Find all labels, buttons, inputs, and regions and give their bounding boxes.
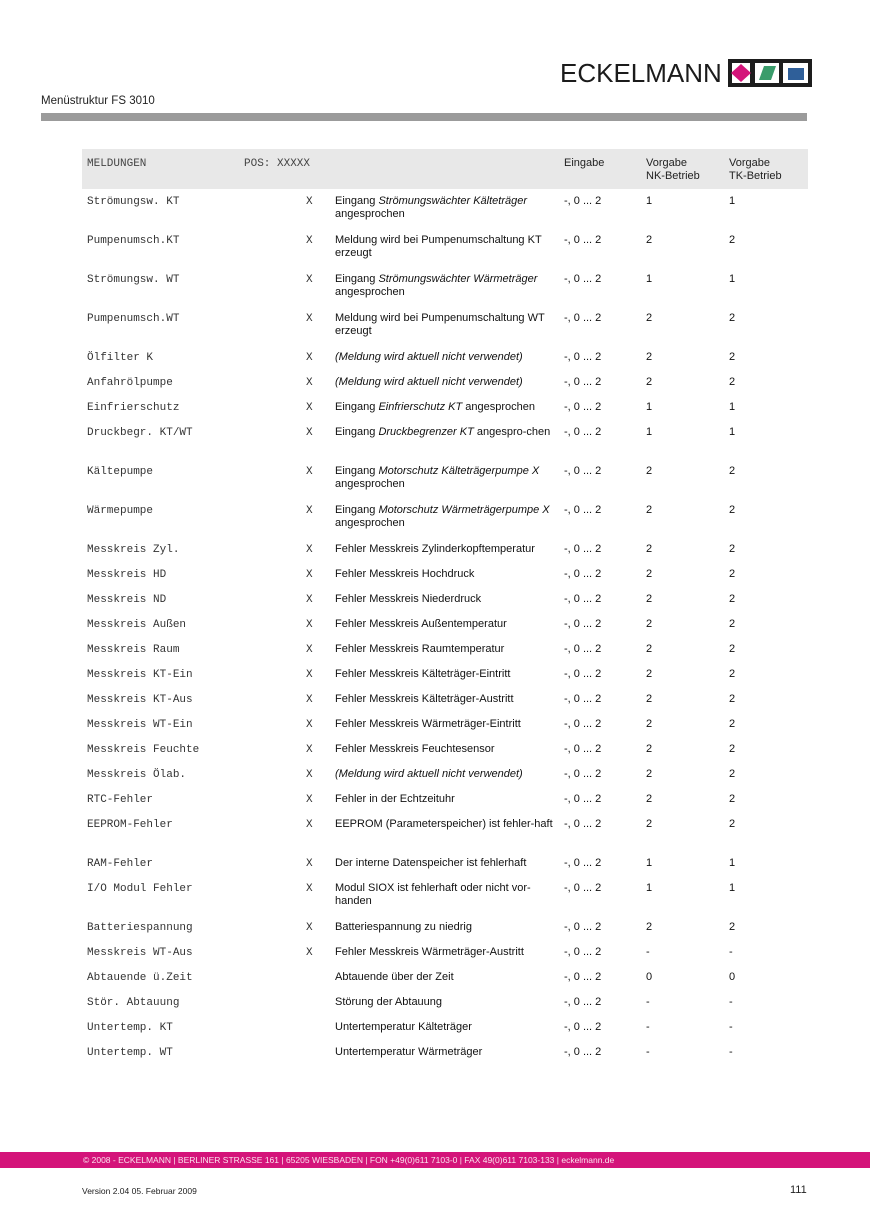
pos-marker: X	[306, 274, 313, 286]
tk-value: 1	[729, 401, 736, 413]
table-row	[82, 718, 808, 743]
nk-value: -	[646, 946, 650, 958]
message-name: Messkreis Ölab.	[87, 769, 187, 781]
description-segment: Meldung wird bei Pumpenumschaltung WT erzeugt	[335, 312, 545, 337]
pos-marker: X	[306, 883, 313, 895]
eingabe-value: -, 0 ... 2	[564, 465, 602, 477]
nk-value: 2	[646, 693, 653, 705]
description-segment: Batteriespannung zu niedrig	[335, 921, 472, 933]
description-segment: Motorschutz Kälteträgerpumpe X	[378, 465, 540, 477]
table-header	[82, 149, 808, 189]
description-segment: Motorschutz Wärmeträgerpumpe X	[378, 504, 550, 516]
message-description	[335, 693, 557, 706]
eingabe-value: -, 0 ... 2	[564, 693, 602, 705]
pos-marker: X	[306, 619, 313, 631]
message-name: RTC-Fehler	[87, 794, 154, 806]
eingabe-value: -, 0 ... 2	[564, 273, 602, 285]
tk-value: 1	[729, 882, 736, 894]
tk-value: 2	[729, 234, 736, 246]
table-row	[82, 743, 808, 768]
message-description	[335, 921, 557, 934]
tk-value: 2	[729, 568, 736, 580]
message-description	[335, 543, 557, 556]
table-row	[82, 1021, 808, 1046]
message-description	[335, 401, 557, 414]
pos-marker: X	[306, 466, 313, 478]
eingabe-value: -, 0 ... 2	[564, 593, 602, 605]
tk-value: 2	[729, 668, 736, 680]
message-name: Messkreis HD	[87, 569, 167, 581]
message-name: Messkreis WT-Ein	[87, 719, 193, 731]
column-header-eingabe: Eingabe	[564, 157, 605, 169]
tk-value: 2	[729, 376, 736, 388]
column-header-tk	[729, 157, 782, 183]
nk-value: 2	[646, 793, 653, 805]
tk-value: 2	[729, 693, 736, 705]
tk-value: -	[729, 1046, 733, 1058]
tk-value: 2	[729, 768, 736, 780]
nk-value: 2	[646, 543, 653, 555]
pos-marker: X	[306, 402, 313, 414]
column-header-pos: POS: XXXXX	[244, 158, 311, 170]
tk-value: 2	[729, 743, 736, 755]
table-row	[82, 946, 808, 971]
column-header-nk	[646, 157, 700, 183]
message-name: Messkreis ND	[87, 594, 167, 606]
message-description	[335, 768, 557, 781]
table-row	[82, 351, 808, 376]
table-row	[82, 996, 808, 1021]
pos-marker: X	[306, 922, 313, 934]
tk-value: 2	[729, 543, 736, 555]
pos-marker: X	[306, 858, 313, 870]
footer-copyright: © 2008 - ECKELMANN | BERLINER STRASSE 161 | 65205 WIESBADEN | FON +49(0)611 7103-0 | FAX 49(0)611 7103-133 | eckelmann.de	[83, 1155, 615, 1165]
message-description	[335, 465, 557, 491]
message-name: Messkreis KT-Ein	[87, 669, 193, 681]
table-row	[82, 768, 808, 793]
column-header-nk-line1: Vorgabe	[646, 157, 687, 169]
tk-value: 1	[729, 426, 736, 438]
nk-value: -	[646, 1021, 650, 1033]
tk-value: 2	[729, 465, 736, 477]
nk-value: 2	[646, 351, 653, 363]
eingabe-value: -, 0 ... 2	[564, 618, 602, 630]
tk-value: 2	[729, 351, 736, 363]
message-name: Messkreis KT-Aus	[87, 694, 193, 706]
description-segment: Fehler Messkreis Kälteträger-Austritt	[335, 693, 514, 705]
eingabe-value: -, 0 ... 2	[564, 376, 602, 388]
description-segment: Fehler Messkreis Zylinderkopftemperatur	[335, 543, 535, 555]
eingabe-value: -, 0 ... 2	[564, 996, 602, 1008]
table-row	[82, 543, 808, 568]
eingabe-value: -, 0 ... 2	[564, 643, 602, 655]
description-segment: Fehler Messkreis Raumtemperatur	[335, 643, 505, 655]
pos-marker: X	[306, 377, 313, 389]
description-segment: Fehler Messkreis Niederdruck	[335, 593, 482, 605]
pos-marker: X	[306, 352, 313, 364]
description-segment: Eingang	[335, 273, 379, 285]
pos-marker: X	[306, 694, 313, 706]
pos-marker: X	[306, 569, 313, 581]
description-segment: Eingang	[335, 465, 379, 477]
table-row	[82, 643, 808, 668]
message-description	[335, 1021, 557, 1034]
pos-marker: X	[306, 313, 313, 325]
message-name: Ölfilter K	[87, 352, 154, 364]
nk-value: 1	[646, 426, 653, 438]
eingabe-value: -, 0 ... 2	[564, 818, 602, 830]
eingabe-value: -, 0 ... 2	[564, 743, 602, 755]
description-segment: Fehler Messkreis Feuchtesensor	[335, 743, 495, 755]
table-row	[82, 465, 808, 504]
message-description	[335, 668, 557, 681]
message-description	[335, 273, 557, 299]
tk-value: 2	[729, 618, 736, 630]
message-name: RAM-Fehler	[87, 858, 154, 870]
message-description	[335, 195, 557, 221]
message-name: Batteriespannung	[87, 922, 193, 934]
pos-marker: X	[306, 235, 313, 247]
nk-value: 2	[646, 643, 653, 655]
tk-value: -	[729, 946, 733, 958]
nk-value: 2	[646, 818, 653, 830]
description-segment: Einfrierschutz KT	[378, 401, 463, 413]
message-description	[335, 718, 557, 731]
description-segment: Fehler Messkreis Hochdruck	[335, 568, 475, 580]
description-segment: angesprochen	[335, 208, 405, 220]
message-name: Stör. Abtauung	[87, 997, 180, 1009]
nk-value: 2	[646, 618, 653, 630]
message-name: Anfahrölpumpe	[87, 377, 173, 389]
nk-value: -	[646, 996, 650, 1008]
message-table	[82, 195, 808, 1071]
eingabe-value: -, 0 ... 2	[564, 568, 602, 580]
tk-value: 2	[729, 921, 736, 933]
table-row	[82, 693, 808, 718]
description-segment: Eingang	[335, 504, 379, 516]
table-row	[82, 882, 808, 921]
description-segment: Störung der Abtauung	[335, 996, 443, 1008]
nk-value: 1	[646, 857, 653, 869]
table-row	[82, 618, 808, 643]
message-description	[335, 643, 557, 656]
nk-value: 2	[646, 768, 653, 780]
nk-value: 1	[646, 401, 653, 413]
table-row	[82, 921, 808, 946]
nk-value: 0	[646, 971, 653, 983]
description-segment: Fehler Messkreis Wärmeträger-Eintritt	[335, 718, 521, 730]
document-title: Menüstruktur FS 3010	[41, 95, 155, 107]
tk-value: 2	[729, 312, 736, 324]
tk-value: 2	[729, 718, 736, 730]
table-row	[82, 426, 808, 465]
tk-value: 1	[729, 857, 736, 869]
description-segment: Druckbegrenzer KT	[378, 426, 474, 438]
eingabe-value: -, 0 ... 2	[564, 1021, 602, 1033]
table-row	[82, 793, 808, 818]
description-segment: (Meldung wird aktuell nicht verwendet)	[335, 768, 523, 780]
description-segment: Untertemperatur Wärmeträger	[335, 1046, 483, 1058]
description-segment: Eingang	[335, 426, 379, 438]
message-name: Pumpenumsch.KT	[87, 235, 180, 247]
eingabe-value: -, 0 ... 2	[564, 882, 602, 894]
message-name: Messkreis Zyl.	[87, 544, 180, 556]
message-name: Untertemp. WT	[87, 1047, 173, 1059]
description-segment: angesprochen	[335, 478, 405, 490]
description-segment: Fehler Messkreis Wärmeträger-Austritt	[335, 946, 524, 958]
message-name: I/O Modul Fehler	[87, 883, 193, 895]
eingabe-value: -, 0 ... 2	[564, 971, 602, 983]
eingabe-value: -, 0 ... 2	[564, 351, 602, 363]
message-description	[335, 593, 557, 606]
tk-value: 2	[729, 643, 736, 655]
message-description	[335, 426, 557, 439]
eingabe-value: -, 0 ... 2	[564, 543, 602, 555]
eingabe-value: -, 0 ... 2	[564, 312, 602, 324]
table-row	[82, 1046, 808, 1071]
pos-marker: X	[306, 744, 313, 756]
message-name: Messkreis WT-Aus	[87, 947, 193, 959]
pos-marker: X	[306, 769, 313, 781]
pos-marker: X	[306, 594, 313, 606]
description-segment: Strömungswächter Wärmeträger	[378, 273, 538, 285]
message-description	[335, 618, 557, 631]
column-header-tk-line1: Vorgabe	[729, 157, 770, 169]
eingabe-value: -, 0 ... 2	[564, 426, 602, 438]
eingabe-value: -, 0 ... 2	[564, 718, 602, 730]
table-row	[82, 568, 808, 593]
description-segment: angespro-chen	[473, 426, 551, 438]
pos-marker: X	[306, 544, 313, 556]
message-description	[335, 857, 557, 870]
column-header-meldungen: MELDUNGEN	[87, 158, 147, 170]
pos-marker: X	[306, 794, 313, 806]
column-header-nk-line2: NK-Betrieb	[646, 170, 700, 182]
message-name: Strömungsw. WT	[87, 274, 180, 286]
header-divider	[41, 113, 807, 121]
message-name: Abtauende ü.Zeit	[87, 972, 193, 984]
nk-value: 2	[646, 568, 653, 580]
message-name: Messkreis Feuchte	[87, 744, 200, 756]
tk-value: -	[729, 996, 733, 1008]
message-name: Einfrierschutz	[87, 402, 180, 414]
nk-value: 2	[646, 504, 653, 516]
message-description	[335, 818, 557, 831]
message-name: Kältepumpe	[87, 466, 154, 478]
table-row	[82, 312, 808, 351]
table-row	[82, 857, 808, 882]
tk-value: 1	[729, 195, 736, 207]
tk-value: -	[729, 1021, 733, 1033]
table-row	[82, 195, 808, 234]
pos-marker: X	[306, 644, 313, 656]
eingabe-value: -, 0 ... 2	[564, 504, 602, 516]
nk-value: 2	[646, 743, 653, 755]
nk-value: 2	[646, 376, 653, 388]
table-row	[82, 504, 808, 543]
eingabe-value: -, 0 ... 2	[564, 401, 602, 413]
page-number: 111	[790, 1184, 807, 1196]
pos-marker: X	[306, 427, 313, 439]
eingabe-value: -, 0 ... 2	[564, 921, 602, 933]
eingabe-value: -, 0 ... 2	[564, 946, 602, 958]
nk-value: 2	[646, 718, 653, 730]
message-description	[335, 882, 557, 908]
nk-value: 2	[646, 465, 653, 477]
message-description	[335, 234, 557, 260]
message-description	[335, 312, 557, 338]
logo-mark-icon	[728, 58, 814, 88]
eingabe-value: -, 0 ... 2	[564, 668, 602, 680]
eingabe-value: -, 0 ... 2	[564, 793, 602, 805]
description-segment: Der interne Datenspeicher ist fehlerhaft	[335, 857, 527, 869]
nk-value: 2	[646, 593, 653, 605]
version-info: Version 2.04 05. Februar 2009	[82, 1186, 197, 1196]
message-description	[335, 971, 557, 984]
tk-value: 2	[729, 793, 736, 805]
message-description	[335, 793, 557, 806]
table-row	[82, 668, 808, 693]
pos-marker: X	[306, 719, 313, 731]
nk-value: 2	[646, 312, 653, 324]
description-segment: Eingang	[335, 195, 379, 207]
description-segment: Eingang	[335, 401, 379, 413]
table-row	[82, 273, 808, 312]
tk-value: 0	[729, 971, 736, 983]
table-row	[82, 376, 808, 401]
nk-value: 2	[646, 668, 653, 680]
nk-value: -	[646, 1046, 650, 1058]
message-name: Messkreis Außen	[87, 619, 187, 631]
tk-value: 1	[729, 273, 736, 285]
table-row	[82, 401, 808, 426]
pos-marker: X	[306, 947, 313, 959]
table-row	[82, 971, 808, 996]
message-description	[335, 568, 557, 581]
description-segment: Meldung wird bei Pumpenumschaltung KT erzeugt	[335, 234, 542, 259]
message-name: Strömungsw. KT	[87, 196, 180, 208]
description-segment: Fehler Messkreis Außentemperatur	[335, 618, 507, 630]
message-description	[335, 743, 557, 756]
message-description	[335, 376, 557, 389]
nk-value: 1	[646, 273, 653, 285]
pos-marker: X	[306, 196, 313, 208]
eingabe-value: -, 0 ... 2	[564, 195, 602, 207]
message-name: Pumpenumsch.WT	[87, 313, 180, 325]
company-logo	[560, 57, 814, 89]
nk-value: 1	[646, 195, 653, 207]
tk-value: 2	[729, 504, 736, 516]
eingabe-value: -, 0 ... 2	[564, 857, 602, 869]
message-description	[335, 946, 557, 959]
eingabe-value: -, 0 ... 2	[564, 234, 602, 246]
table-row	[82, 593, 808, 618]
table-row	[82, 818, 808, 857]
description-segment: Strömungswächter Kälteträger	[378, 195, 528, 207]
eingabe-value: -, 0 ... 2	[564, 1046, 602, 1058]
message-name: Druckbegr. KT/WT	[87, 427, 193, 439]
description-segment: (Meldung wird aktuell nicht verwendet)	[335, 351, 523, 363]
nk-value: 2	[646, 234, 653, 246]
message-name: Messkreis Raum	[87, 644, 180, 656]
table-row	[82, 234, 808, 273]
eingabe-value: -, 0 ... 2	[564, 768, 602, 780]
message-description	[335, 996, 557, 1009]
tk-value: 2	[729, 593, 736, 605]
description-segment: EEPROM (Parameterspeicher) ist fehler-haft	[335, 818, 553, 830]
message-description	[335, 504, 557, 530]
tk-value: 2	[729, 818, 736, 830]
nk-value: 1	[646, 882, 653, 894]
description-segment: angesprochen	[335, 286, 405, 298]
message-name: EEPROM-Fehler	[87, 819, 173, 831]
pos-marker: X	[306, 505, 313, 517]
message-name: Untertemp. KT	[87, 1022, 173, 1034]
logo-text: ECKELMANN	[560, 57, 722, 88]
description-segment: Untertemperatur Kälteträger	[335, 1021, 472, 1033]
description-segment: Fehler in der Echtzeituhr	[335, 793, 455, 805]
description-segment: angesprochen	[335, 517, 405, 529]
nk-value: 2	[646, 921, 653, 933]
message-description	[335, 1046, 557, 1059]
description-segment: Fehler Messkreis Kälteträger-Eintritt	[335, 668, 511, 680]
pos-marker: X	[306, 819, 313, 831]
description-segment: (Meldung wird aktuell nicht verwendet)	[335, 376, 523, 388]
message-name: Wärmepumpe	[87, 505, 154, 517]
pos-marker: X	[306, 669, 313, 681]
message-description	[335, 351, 557, 364]
description-segment: Abtauende über der Zeit	[335, 971, 454, 983]
description-segment: Modul SIOX ist fehlerhaft oder nicht vor-handen	[335, 882, 531, 907]
column-header-tk-line2: TK-Betrieb	[729, 170, 782, 182]
description-segment: angesprochen	[462, 401, 535, 413]
